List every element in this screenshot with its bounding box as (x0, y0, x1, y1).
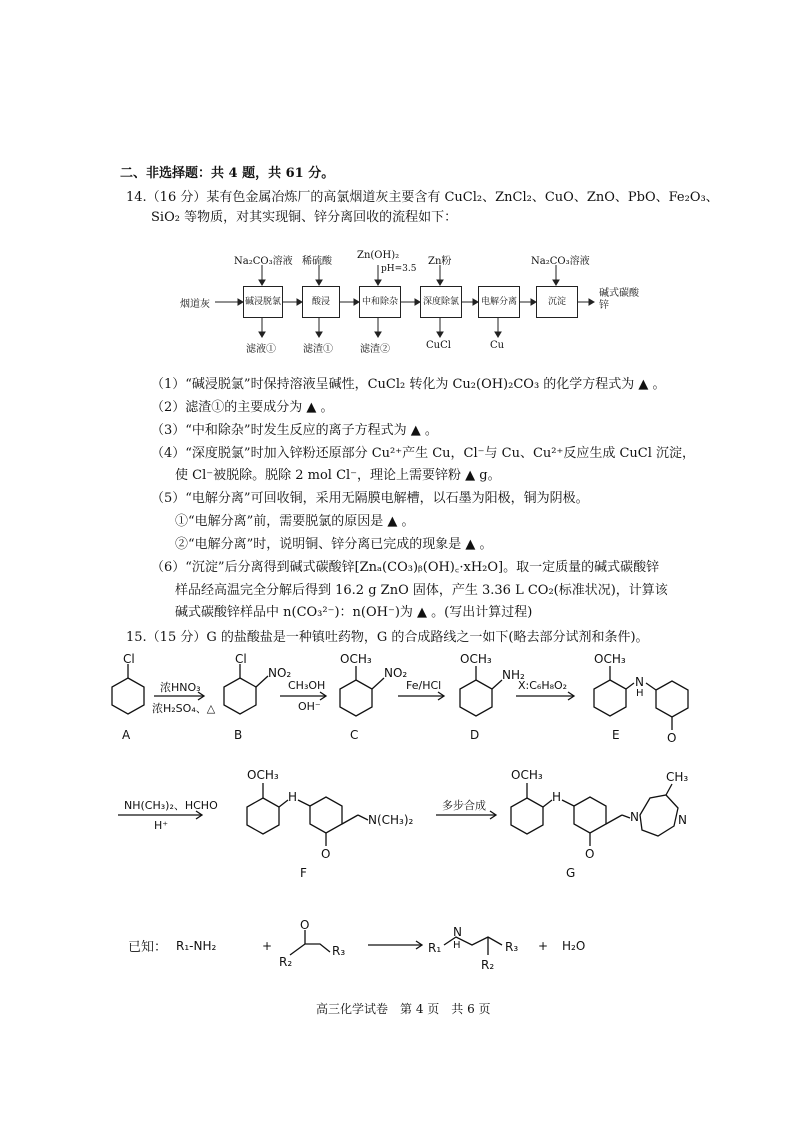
ketone-chain (290, 944, 330, 955)
f-nme2: N(CH₃)₂ (368, 813, 414, 827)
e-och3: OCH₃ (594, 652, 626, 666)
q14-part-5-2: ②“电解分离”时，说明铜、锌分离已完成的现象是 ▲ 。 (175, 537, 493, 552)
ring-e (594, 680, 626, 716)
known-prod-n: N (453, 925, 462, 939)
q14-part-2: （2）滤渣①的主要成分为 ▲ 。 (151, 400, 334, 415)
ring-g2 (574, 797, 606, 833)
known-prod-r2: R₂ (481, 958, 495, 972)
reagent-bc-top: CH₃OH (288, 679, 326, 692)
known-r1nh2: R₁-NH₂ (176, 939, 217, 953)
reagent-ab-bottom: 浓H₂SO₄、△ (152, 702, 216, 715)
flow-product-4: CuCl (426, 340, 451, 351)
f-och3: OCH₃ (247, 768, 279, 782)
g-n2: N (678, 813, 687, 827)
c-och3: OCH₃ (340, 652, 372, 666)
q14-part-4b: 使 Cl⁻被脱除。脱除 2 mol Cl⁻，理论上需要锌粉 ▲ g。 (175, 468, 501, 483)
f-o: O (321, 847, 331, 861)
g-n1: N (630, 810, 639, 824)
ring-e2 (656, 681, 688, 717)
label-g: G (566, 866, 576, 880)
label-c: C (350, 728, 359, 742)
c-no2: NO₂ (384, 666, 408, 680)
ring-g3 (640, 795, 678, 836)
reagent-cd-top: Fe/HCl (406, 679, 442, 692)
flow-product-2: 滤渣① (303, 344, 333, 355)
flow-box-6-label: 沉淀 (547, 296, 566, 307)
ring-c (340, 680, 372, 716)
q14-part-6c: 碱式碳酸锌样品中 n(CO₃²⁻)：n(OH⁻)为 ▲ 。(写出计算过程) (175, 605, 533, 620)
ring-b (224, 678, 256, 714)
reagent-ab-top: 浓HNO₃ (160, 681, 201, 694)
label-e: E (612, 728, 620, 742)
reagent-fg-top: 多步合成 (442, 799, 486, 812)
q14-part-5-1: ①“电解分离”前，需要脱氯的原因是 ▲ 。 (175, 514, 415, 529)
ring-a (112, 678, 144, 714)
flow-product-1: 滤液① (246, 344, 276, 355)
known-prod-r1: R₁ (428, 941, 442, 955)
reagent-ef-bottom: H⁺ (154, 819, 169, 832)
flow-start: 烟道灰 (180, 299, 210, 310)
f-nh: H (288, 790, 298, 804)
q14-part-3: （3）“中和除杂”时发生反应的离子方程式为 ▲ 。 (151, 423, 438, 438)
g-nh: H (552, 790, 562, 804)
flow-reagent-1: Na₂CO₃溶液 (234, 256, 293, 267)
d-och3: OCH₃ (460, 652, 492, 666)
known-water: H₂O (562, 939, 586, 953)
e-h: H (636, 688, 644, 699)
known-plus-1: + (262, 939, 273, 953)
a-cl: Cl (123, 652, 135, 666)
g-ch3: CH₃ (666, 770, 689, 784)
flow-product-5: Cu (490, 340, 505, 351)
reagent-bc-bottom: OH⁻ (298, 700, 321, 713)
flow-box-3-label: 中和除杂 (361, 296, 398, 307)
q14-part-1: （1）“碱浸脱氯”时保持溶液呈碱性，CuCl₂ 转化为 Cu₂(OH)₂CO₃ 的化学方程式为 ▲ 。 (151, 377, 666, 392)
flow-box-4-label: 深度除氯 (422, 296, 459, 307)
label-f: F (300, 866, 307, 880)
b-no2: NO₂ (268, 666, 292, 680)
reagent-ef-top: NH(CH₃)₂、HCHO (124, 799, 218, 812)
ring-f (247, 798, 279, 834)
known-prod-h: H (453, 940, 461, 951)
b-cl: Cl (235, 652, 247, 666)
flow-reagent-3: Zn(OH)₂ (357, 250, 400, 261)
section-heading: 二、非选择题：共 4 题，共 61 分。 (120, 166, 335, 181)
flow-box-2-label: 酸浸 (311, 296, 330, 307)
ring-g (511, 798, 543, 834)
label-b: B (234, 728, 243, 742)
page-footer: 高三化学试卷 第 4 页 共 6 页 (316, 1002, 491, 1016)
label-a: A (122, 728, 131, 742)
q15-stem: 15.（15 分）G 的盐酸盐是一种镇吐药物，G 的合成路线之一如下(略去部分试剂和条件)。 (126, 630, 649, 645)
ring-f2 (310, 797, 342, 833)
flow-reagent-ph: pH=3.5 (381, 264, 417, 274)
q14-part-5: （5）“电解分离”可回收铜，采用无隔膜电解槽，以石墨为阳极，铜为阴极。 (151, 491, 589, 506)
flow-end: 碱式碳酸锌 (599, 288, 639, 311)
q14-stem-line1: 14.（16 分）某有色金属冶炼厂的高氯烟道灰主要含有 CuCl₂、ZnCl₂、CuO、ZnO、PbO、Fe₂O₃、 (126, 190, 719, 205)
q14-part-6b: 样品经高温完全分解后得到 16.2 g ZnO 固体，产生 3.36 L CO₂(标准状况)，计算该 (175, 583, 668, 598)
known-prod-r3: R₃ (505, 940, 519, 954)
ring-d (460, 680, 492, 716)
known-r2: R₂ (279, 955, 293, 969)
e-n: N (635, 675, 644, 689)
flow-reagent-4: Zn粉 (428, 256, 452, 267)
g-och3: OCH₃ (511, 768, 543, 782)
q14-part-6a: （6）“沉淀”后分离得到碱式碳酸锌[Znₐ(CO₃)ᵦ(OH)꜀·xH₂O]。取一定质量的碱式碳酸锌 (151, 560, 660, 575)
known-plus-2: + (538, 939, 549, 953)
known-label: 已知： (128, 940, 168, 955)
e-o: O (667, 731, 677, 745)
d-nh2: NH₂ (502, 668, 525, 682)
flow-reagent-2: 稀硫酸 (302, 256, 332, 267)
q14-stem-line2: SiO₂ 等物质，对其实现铜、锌分离回收的流程如下： (151, 210, 458, 225)
q14-part-4a: （4）“深度脱氯”时加入锌粉还原部分 Cu²⁺产生 Cu，Cl⁻与 Cu、Cu²⁺反应生成 CuCl 沉淀， (151, 446, 696, 461)
flow-box-1-label: 碱浸脱氯 (244, 296, 281, 307)
reagent-de-top: X:C₆H₈O₂ (518, 679, 568, 692)
flow-reagent-5: Na₂CO₃溶液 (531, 256, 590, 267)
g-o: O (585, 847, 595, 861)
known-o: O (300, 918, 310, 932)
known-r3: R₃ (332, 944, 346, 958)
label-d: D (470, 728, 480, 742)
flow-product-3: 滤渣② (360, 344, 390, 355)
flow-box-5-label: 电解分离 (480, 296, 517, 307)
